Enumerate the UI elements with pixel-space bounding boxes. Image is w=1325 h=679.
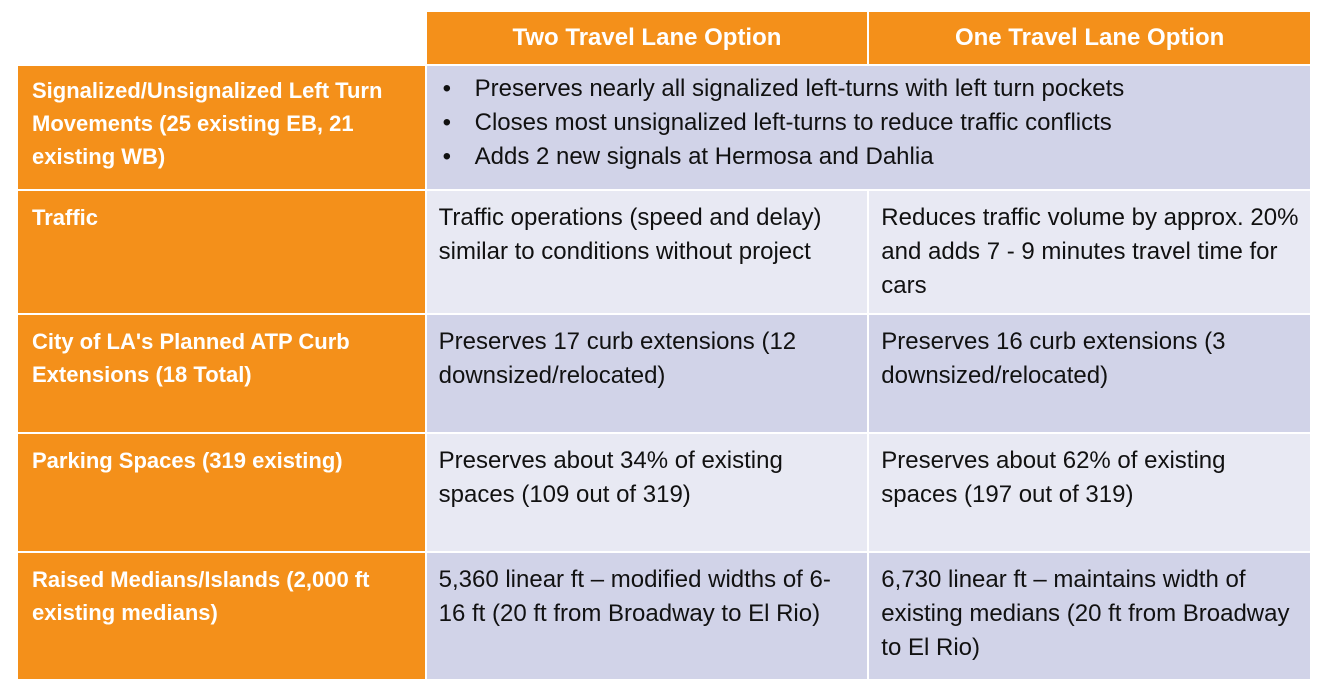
bullet-icon: • [442, 75, 452, 102]
bullet-item [439, 140, 1300, 174]
left-turn-bullets-cell [427, 66, 1310, 189]
row-label: Traffic [18, 191, 425, 313]
row-label: Parking Spaces (319 existing) [18, 434, 425, 551]
bullet-item [439, 72, 1300, 106]
curb-one-lane-cell: Preserves 16 curb extensions (3 downsized/relocated) [869, 315, 1310, 432]
traffic-one-lane-cell: Reduces traffic volume by approx. 20% and adds 7 - 9 minutes travel time for cars [869, 191, 1310, 313]
bullet-icon: • [442, 109, 452, 136]
row-curb-extensions [18, 315, 1310, 432]
comparison-table [16, 10, 1312, 679]
row-label: Raised Medians/Islands (2,000 ft existing medians) [18, 553, 425, 679]
bullet-text: Preserves nearly all signalized left-turns with left turn pockets [474, 75, 1125, 102]
row-label: City of LA's Planned ATP Curb Extensions (18 Total) [18, 315, 425, 432]
parking-two-lane-cell: Preserves about 34% of existing spaces (109 out of 319) [427, 434, 868, 551]
header-one-lane-option: One Travel Lane Option [869, 12, 1310, 64]
parking-one-lane-cell: Preserves about 62% of existing spaces (197 out of 319) [869, 434, 1310, 551]
bullet-text: Closes most unsignalized left-turns to reduce traffic conflicts [474, 109, 1112, 136]
traffic-two-lane-cell: Traffic operations (speed and delay) similar to conditions without project [427, 191, 868, 313]
header-two-lane-option: Two Travel Lane Option [427, 12, 868, 64]
row-raised-medians [18, 553, 1310, 679]
header-corner [18, 12, 425, 64]
header-row [18, 12, 1310, 64]
bullet-icon: • [442, 143, 452, 170]
row-label: Signalized/Unsignalized Left Turn Movements (25 existing EB, 21 existing WB) [18, 66, 425, 189]
medians-two-lane-cell: 5,360 linear ft – modified widths of 6-16 ft (20 ft from Broadway to El Rio) [427, 553, 868, 679]
bullet-list [439, 72, 1300, 174]
curb-two-lane-cell: Preserves 17 curb extensions (12 downsized/relocated) [427, 315, 868, 432]
bullet-item [439, 106, 1300, 140]
bullet-text: Adds 2 new signals at Hermosa and Dahlia [474, 143, 934, 170]
row-traffic [18, 191, 1310, 313]
medians-one-lane-cell: 6,730 linear ft – maintains width of existing medians (20 ft from Broadway to El Rio) [869, 553, 1310, 679]
row-parking-spaces [18, 434, 1310, 551]
row-left-turn-movements [18, 66, 1310, 189]
